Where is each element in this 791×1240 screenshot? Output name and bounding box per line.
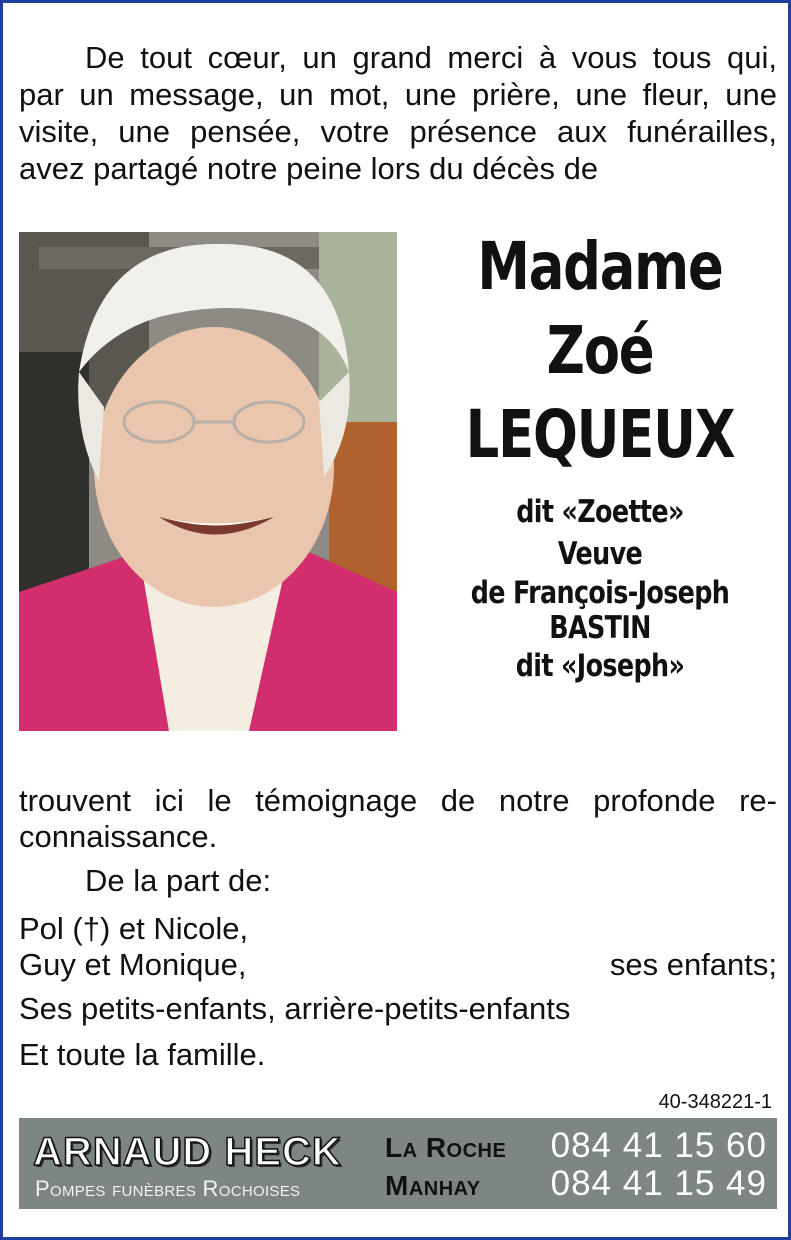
deceased-title: Madame bbox=[477, 228, 723, 305]
location-manhay: Manhay bbox=[385, 1170, 481, 1201]
portrait-photo bbox=[19, 232, 397, 731]
family-role: ses enfants; bbox=[609, 947, 777, 982]
spouse-nickname: dit «Joseph» bbox=[515, 648, 685, 684]
family-line: Guy et Monique, bbox=[19, 947, 247, 982]
intro-paragraph bbox=[19, 39, 777, 187]
funeral-home-banner bbox=[19, 1118, 777, 1209]
spouse-surname: BASTIN bbox=[549, 610, 651, 646]
funeral-home-logo: ARNAUD HECK bbox=[33, 1130, 342, 1174]
portrait-illustration bbox=[19, 232, 397, 731]
deceased-nickname: dit «Zoette» bbox=[516, 494, 684, 530]
deceased-first-name: Zoé bbox=[546, 312, 654, 389]
body-line: trouvent ici le témoignage de notre profonde re- bbox=[19, 783, 777, 818]
body-line: connaissance. bbox=[19, 819, 218, 854]
intro-line: visite, une pensée, votre présence aux funérailles, bbox=[19, 114, 777, 149]
family-line: Et toute la famille. bbox=[19, 1037, 266, 1072]
spouse-name: de François-Joseph bbox=[470, 575, 730, 611]
acknowledgement-text bbox=[19, 783, 777, 1073]
deceased-name-block bbox=[411, 225, 789, 687]
family-line: Ses petits-enfants, arrière-petits-enfants bbox=[19, 991, 571, 1026]
phone-la-roche[interactable]: 084 41 15 60 bbox=[550, 1126, 767, 1165]
deceased-status: Veuve bbox=[557, 536, 643, 572]
intro-line: De tout cœur, un grand merci à vous tous qui, bbox=[85, 40, 777, 75]
deceased-last-name: LEQUEUX bbox=[465, 396, 735, 473]
location-la-roche: La Roche bbox=[385, 1132, 507, 1163]
intro-line: avez partagé notre peine lors du décès de bbox=[19, 151, 599, 186]
reference-number: 40-348221-1 bbox=[658, 1091, 772, 1113]
family-line: Pol (†) et Nicole, bbox=[19, 911, 249, 946]
intro-line: par un message, un mot, une prière, une fleur, une bbox=[19, 77, 777, 112]
funeral-home-tagline: Pompes funèbres Rochoises bbox=[35, 1176, 301, 1201]
phone-manhay[interactable]: 084 41 15 49 bbox=[550, 1164, 767, 1203]
from-label: De la part de: bbox=[85, 863, 272, 898]
